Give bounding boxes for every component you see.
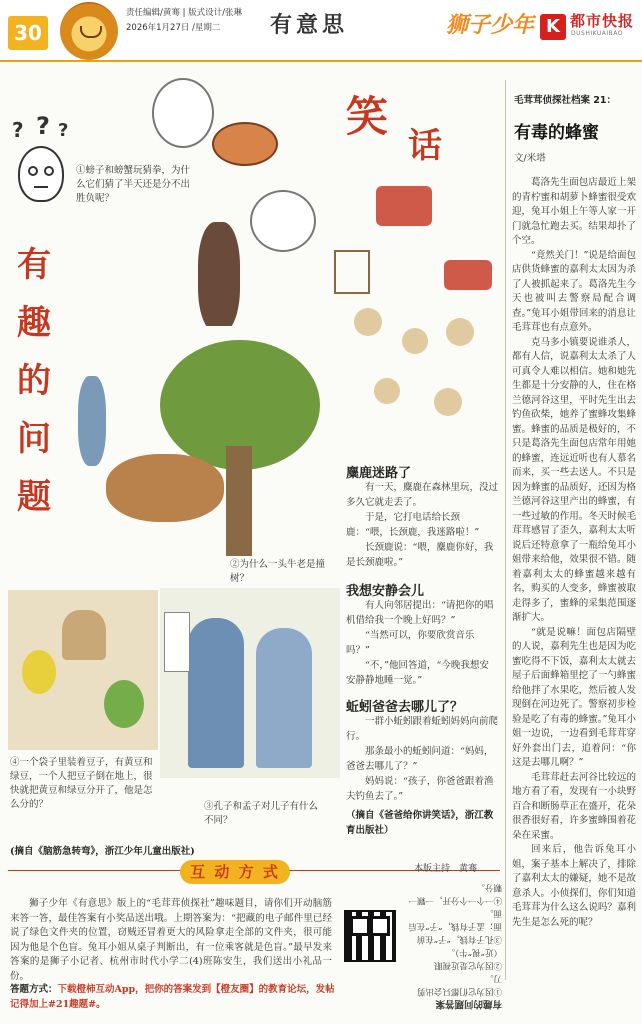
crab-scorpion-illustration: [150, 72, 326, 346]
speech-bubble-icon: [152, 78, 214, 148]
animal-icon: [446, 318, 474, 346]
tree-trunk: [226, 446, 252, 556]
answers-title: 有趣的问题答案: [435, 998, 502, 1009]
cow-icon: [106, 454, 224, 522]
scorpion-icon: [198, 222, 240, 332]
detective-story: 葛洛先生面包店最近上架的青柠蜜和胡萝卜蜂蜜很受欢迎，兔耳小姐上午等人家一开门就急忙跑去买。结果却扑了个空。 “竟然关门！”说是给面包店供货蜂蜜的嘉利太太因为杀了人被抓起来了。葛洛先生今天也被叫去警察局配合调查。”兔耳小姐带回来的消息让毛茸茸也有点意外。 克马多小镇要说谁杀人，都有人信，说嘉利太太杀了人可真令人难以相信。她和她先生都是十分安静的人，住在格兰德河谷这里，平时先生出去钓鱼砍柴，她养了蜜蜂攻集蜂蜜。蜂蜜的品质是极好的，不只是葛洛先生面包店常年用她的蜂蜜，连远近听也有人慕名而来，买一些去送人。不只是因为蜂蜜的品质好，还因为格兰德河谷这里产出的蜂蜜，有一些过敏的作用。冬天时候毛茸茸感冒了歪久，嘉利太太听说后还特意拿了一瓶给兔耳小姐带来给他，效果很不错。随着嘉利太太的蜂蜜越来越有名，购买的人变多，蜂蜜被取走得多了，蜜蜂的采集范围逐渐扩大。 “就是说嘛！面包店隔壁的人说，嘉利先生也是因为吃蜜吃得不下饭，嘉利太太就去屋子后面蜂箱里挖了一勺蜂蜜给他拌了水果吃，然后被人发现倒在河边死了。警察初步检验是吃了有毒的蜂蜜。”兔耳小姐一边说，一边看到毛茸茸穿好外套出门去，追着问：“你这是去哪儿啊？” 毛茸茸赶去河谷比较远的地方看了看，发现有一小块野百合和断肠草正在盛开，花朵很香很好看，许多蜜蜂围着花朵在采蜜。 回来后，他告诉兔耳小姐，案子基本上解决了，排除了嘉利太太的嫌疑，她不是故意杀人。小侦探们，你们知道毛茸茸为什么这么说吗？嘉利先生是怎么死的呢？: [512, 177, 636, 928]
bean-character-icon: [104, 680, 144, 728]
detective-author: 文/米塔: [514, 153, 546, 164]
page-header: [0, 0, 642, 62]
editor-line: 责任编辑/黄骞 | 版式设计/张琳: [126, 8, 242, 18]
answer-item: ④一个一个分开，一颗一颗分。: [408, 882, 502, 905]
joke-3-title: 蚯蚓爸爸去哪儿了？: [346, 700, 464, 715]
answer-item: ①因为它们都只会出剪刀。: [416, 973, 502, 996]
header-meta: [126, 6, 242, 36]
scholar-icon: [188, 618, 244, 768]
sack-icon: [62, 610, 106, 660]
jokes-title-char-1: 笑: [346, 92, 389, 141]
animal-icon: [402, 328, 428, 354]
speech-bubble-icon: [250, 190, 316, 252]
joke-3-body: 一群小蚯蚓跟着蚯蚓妈妈向前爬行。 那条最小的蚯蚓问道：“妈妈，爸爸去哪儿了？” 妈妈说：“孩子，你爸爸跟着渔夫钓鱼去了。”: [346, 716, 499, 802]
kuaibao-logo-icon: K: [540, 14, 566, 40]
scroll-icon: [164, 612, 190, 672]
question-mark-icon: ?: [12, 118, 24, 142]
crab-icon: [212, 122, 278, 166]
answer-method-label: 答题方式：: [10, 984, 58, 995]
question-1-caption: ①螃子和螃蟹玩猜拳，为什么它们猜了半天还是分不出胜负呢？: [76, 165, 191, 204]
jokes-illustration: [334, 168, 500, 450]
confucius-mencius-illustration: [160, 588, 340, 778]
answer-method-text: 下载橙柿互动App，把你的答案发到【橙友圈】的教育论坛，发帖记得加上#21趣题#。: [10, 984, 335, 1010]
truck-icon: [376, 186, 432, 226]
van-icon: [444, 260, 492, 290]
interaction-title: 互 动 方 式: [180, 860, 290, 884]
brand-lion-logo: 狮子少年: [446, 13, 535, 38]
qr-code-icon[interactable]: [344, 910, 396, 962]
questions-source: (摘自《脑筋急转弯》，浙江少年儿童出版社): [10, 846, 195, 857]
answer-method: [10, 983, 336, 1012]
animal-icon: [354, 308, 382, 336]
upside-down-answers: [404, 882, 502, 1010]
question-mark-icon: ?: [36, 112, 50, 140]
joke-1-body: 有一天，麋鹿在森林里玩，没过多久它就走丢了。 于是，它打电话给长颈鹿：“喂，长颈鹿，我迷路啦！” 长颈鹿说：“喂，麋鹿你好，我是长颈鹿啦。”: [346, 482, 499, 568]
column-rule: [505, 80, 506, 980]
boy-icon: [78, 376, 106, 466]
shelf-icon: [334, 250, 370, 294]
detective-title: 有毒的蜂蜜: [514, 123, 599, 143]
fun-questions-title: 有 趣 的 问 题: [17, 245, 51, 517]
bean-character-icon: [22, 650, 56, 694]
animal-icon: [434, 388, 462, 416]
host-note: 本版主持 黄骞: [414, 864, 478, 874]
joke-2-title: 我想安静会儿: [346, 584, 425, 599]
jokes-source: （摘自《爸爸给你讲笑话》，浙江教育出版社）: [346, 810, 494, 836]
joke-1-title: 麋鹿迷路了: [346, 466, 412, 481]
lion-mascot-icon: [60, 2, 118, 60]
answer-item: ③孔子有钱，“子”在前面；孟子有钱，“子”在后面。: [408, 908, 502, 944]
beans-illustration: [8, 590, 158, 750]
joke-2-body: 有人向邻居提出：“请把你的唱机借给我一个晚上好吗？” “当然可以，你要欣赏音乐吗？” “不，”他回答道，“今晚我想安安静静地睡一觉。”: [346, 600, 494, 686]
jokes-title-char-2: 话: [408, 126, 442, 166]
brand-pinyin: DUSHIKUAIBAO: [571, 30, 623, 37]
brand-name: 都市快报: [570, 12, 635, 30]
face-icon: [18, 146, 64, 202]
detective-kicker: 毛茸茸侦探社档案 21：: [514, 95, 617, 106]
cow-tree-illustration: [68, 326, 326, 560]
interaction-body: 狮子少年《有意思》版上的“毛茸茸侦探社”趣味题目，请你们开动脑筋来答一答，最佳答案有小奖品送出哦。上期答案为：“把藏的电子邮件里已经说了绿色文件夹的位置，窃贼还冒着更大的风险拿走全部的文件夹，很可能因为他是个色盲。兔耳小姐从桌子判断出，有一位乘客就是色盲。”最早发来答案的是狮子小记者、杭州市时代小学二(4)班陈安生，我们送出小礼品一份。: [10, 898, 332, 982]
question-mark-icon: ?: [58, 120, 69, 141]
question-3-caption: ③孔子和孟子对儿子有什么不同？: [204, 801, 319, 826]
answer-item: ②因为它是近视眼（近“视”牛）。: [433, 947, 502, 970]
animal-icon: [374, 378, 400, 404]
scholar-icon: [256, 628, 312, 768]
section-title: 有意思: [270, 12, 349, 38]
question-4-caption: ④一个袋子里装着豆子，有黄豆和绿豆，一个人把豆子倒在地上，很快就把黄豆和绿豆分开了，他是怎么分的？: [10, 757, 153, 810]
date-line: 2026年1月27日 /星期二: [126, 23, 221, 33]
thinking-face-illustration: [6, 112, 76, 208]
page-number: 30: [8, 16, 48, 50]
question-2-caption: ②为什么一头牛老是撞树？: [230, 559, 326, 584]
